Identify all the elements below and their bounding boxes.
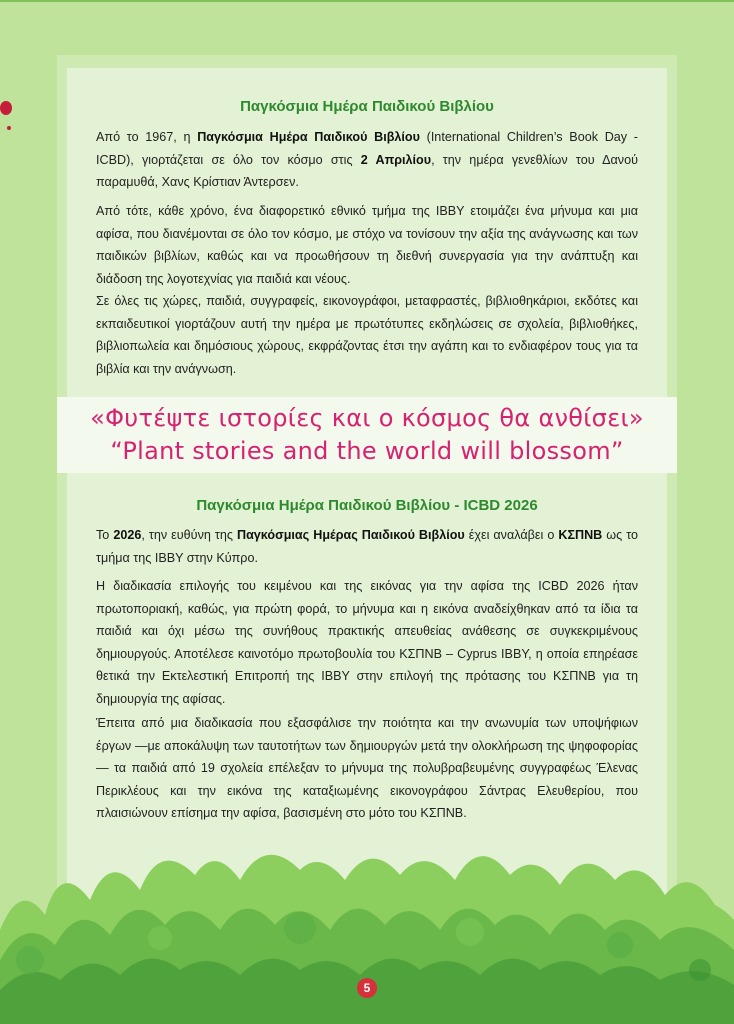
quote-greek: «Φυτέψτε ιστορίες και ο κόσμος θα ανθίσει» <box>90 404 644 432</box>
paint-drop-icon <box>7 126 11 130</box>
page-number-badge: 5 <box>357 978 377 998</box>
text-run-bold: Παγκόσμιας Ημέρας Παιδικού Βιβλίου <box>236 528 465 542</box>
text-run: ως το τμήμα της IBBY στην Κύπρο. <box>96 528 639 565</box>
text-run: (International Children’s Book Day - ICBD), γιορτάζεται σε όλο τον κόσμο στις <box>96 130 638 167</box>
paint-splatter-icon <box>0 101 12 115</box>
text-run: , την ευθύνη της <box>141 528 237 542</box>
text-run-bold: 2 Απριλίου <box>360 152 432 167</box>
text-run: , την ημέρα γενεθλίων του Δανού παραμυθά, Χανς Κρίστιαν Άντερσεν. <box>96 152 638 190</box>
section2-paragraph-2: Η διαδικασία επιλογής του κειμένου και της εικόνας για την αφίσα της ICBD 2026 ήταν πρωτοποριακή, καθώς, για πρώτη φορά, το μήνυμα και η εικόνα αναδείχθηκαν από τα ίδια τα παιδιά και όχι μέσω της συνήθους πρακτικής απευθείας ανάθεσης σε συγκεκριμένους δημιουργούς. Αποτέλεσε καινοτόμο πρωτοβουλία του ΚΣΠΝΒ – Cyprus IBBY, η οποία επηρέασε θετικά την Εκτελεστική Επιτροπή της IBBY στην επιλογή της πρότασης του ΚΣΠΝΒ για τη δημιουργία της αφίσας. <box>96 579 638 706</box>
section1-title: Παγκόσμια Ημέρα Παιδικού Βιβλίου <box>240 98 494 115</box>
text-run-bold: Παγκόσμια Ημέρα Παιδικού Βιβλίου <box>197 130 420 144</box>
section2-paragraph-1 <box>96 524 638 569</box>
text-run-bold: 2026 <box>113 528 142 542</box>
text-run: έχει αναλάβει ο <box>464 528 559 542</box>
section2-paragraph-3: Έπειτα από μια διαδικασία που εξασφάλισε την ποιότητα και την ανωνυμία των υποψήφιων έργων —με αποκάλυψη των ταυτοτήτων των δημιουργών μετά την ολοκλήρωση της ψηφοφορίας— τα παιδιά από 19 σχολεία επέλεξαν το μήνυμα της πολυβραβευμένης συγγραφέως Έλενας Περικλέους και την εικόνα της καταξιωμένης εικονογράφου Σάντρας Ελευθερίου, που πλαισιώνουν επίσημα την αφίσα, βασισμένη στο μότο του ΚΣΠΝΒ. <box>96 716 638 821</box>
text-run: Το <box>96 528 114 542</box>
section1-paragraph-2: Από τότε, κάθε χρόνο, ένα διαφορετικό εθνικό τμήμα της IBBY ετοιμάζει ένα μήνυμα και μια αφίσα, που διανέμονται σε όλο τον κόσμο, με στόχο να τονίσουν την αξία της ανάγνωσης και των παιδικών βιβλίων, καθώς και να προωθήσουν τη διεθνή συνεργασία για την ανάπτυξη και διάδοση της λογοτεχνίας για παιδιά και νέους. <box>96 204 638 286</box>
quote-english: “Plant stories and the world will blossom” <box>110 437 624 465</box>
text-run: Από το 1967, η <box>96 130 198 144</box>
text-run-bold: ΚΣΠΝΒ <box>558 528 603 542</box>
section1-paragraph-1 <box>96 126 638 194</box>
section1-paragraph-3: Σε όλες τις χώρες, παιδιά, συγγραφείς, εικονογράφοι, μεταφραστές, βιβλιοθηκάριοι, εκδότες και εκπαιδευτικοί γιορτάζουν αυτή την ημέρα με πρωτότυπες εκδηλώσεις σε σχολεία, βιβλιοθήκες, βιβλιοπωλεία και δημόσιους χώρους, εκφράζοντας έτσι την αγάπη και το ενδιαφέρον τους για τα βιβλία και την ανάγνωση. <box>96 294 638 376</box>
section2-title: Παγκόσμια Ημέρα Παιδικού Βιβλίου - ICBD 2026 <box>196 497 538 514</box>
